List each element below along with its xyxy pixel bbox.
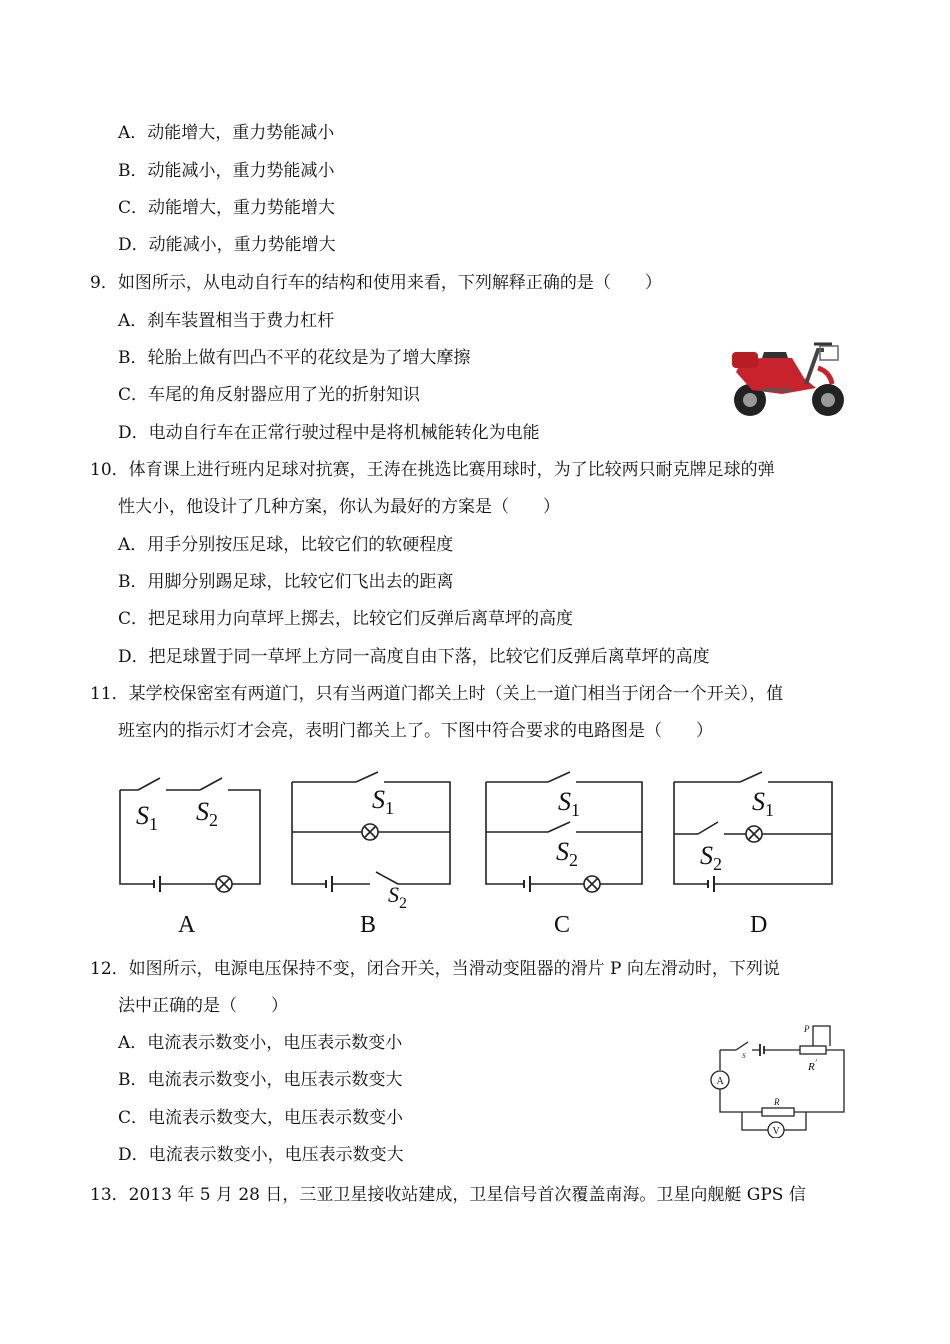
circuit-a	[120, 778, 260, 892]
b-s1-label: $S_1$	[372, 785, 394, 818]
q9-option-d: D．电动自行车在正常行驶过程中是将机械能转化为电能	[118, 423, 540, 443]
q8-option-d: D．动能减小，重力势能增大	[118, 235, 336, 255]
c-s1-label: $S_1$	[558, 787, 580, 820]
q10-option-b: B．用脚分别踢足球，比较它们飞出去的距离	[118, 572, 454, 592]
q10-stem-line1: 10．体育课上进行班内足球对抗赛，王涛在挑选比赛用球时，为了比较两只耐克牌足球的弹	[90, 460, 775, 480]
circuit-label-a: A	[178, 912, 196, 938]
circuit-label-d: D	[750, 912, 768, 938]
q13-stem-line1: 13．2013 年 5 月 28 日，三亚卫星接收站建成，卫星信号首次覆盖南海。卫星向舰艇 GPS 信	[90, 1185, 806, 1205]
q12-stem-line1: 12．如图所示，电源电压保持不变，闭合开关，当滑动变阻器的滑片 P 向左滑动时，下列说	[90, 959, 780, 979]
a-s2-label: $S_2$	[196, 797, 218, 830]
q12-stem-line2: 法中正确的是（ ）	[118, 996, 288, 1016]
resistor-icon	[762, 1108, 794, 1116]
q8-option-a: A．动能增大，重力势能减小	[118, 123, 335, 143]
circuit-label-c: C	[554, 912, 571, 938]
q12-option-b: B．电流表示数变小，电压表示数变大	[118, 1070, 403, 1090]
q9-option-c: C．车尾的角反射器应用了光的折射知识	[118, 385, 421, 405]
circuit-b	[292, 772, 450, 892]
q12-option-a: A．电流表示数变小，电压表示数变小	[118, 1033, 403, 1053]
d-s2-label: $S_2$	[700, 841, 722, 874]
slider-p-label: P	[804, 1024, 810, 1034]
resistor-r-label: R	[774, 1097, 780, 1107]
rheostat-r-label: R′	[808, 1058, 817, 1073]
q11-stem-line2: 班室内的指示灯才会亮，表明门都关上了。下图中符合要求的电路图是（ ）	[118, 721, 713, 741]
b-s2-label: $S_2$	[388, 882, 407, 912]
q9-option-a: A．刹车装置相当于费力杠杆	[118, 311, 335, 331]
q10-stem-line2: 性大小，他设计了几种方案，你认为最好的方案是（ ）	[118, 497, 560, 517]
q11-circuit-diagrams	[110, 760, 840, 940]
q10-option-d: D．把足球置于同一草坪上方同一高度自由下落，比较它们反弹后离草坪的高度	[118, 647, 710, 667]
q9-stem: 9．如图所示，从电动自行车的结构和使用来看，下列解释正确的是（ ）	[90, 273, 662, 293]
switch-s-label: S	[742, 1052, 746, 1060]
q10-option-a: A．用手分别按压足球，比较它们的软硬程度	[118, 535, 454, 555]
electric-bike-image	[722, 328, 854, 420]
rheostat-icon	[800, 1046, 826, 1054]
d-s1-label: $S_1$	[752, 787, 774, 820]
q8-option-c: C．动能增大，重力势能增大	[118, 198, 336, 218]
q9-option-b: B．轮胎上做有凹凸不平的花纹是为了增大摩擦	[118, 348, 471, 368]
q10-option-c: C．把足球用力向草坪上掷去，比较它们反弹后离草坪的高度	[118, 609, 574, 629]
c-s2-label: $S_2$	[556, 837, 578, 870]
q11-stem-line1: 11．某学校保密室有两道门，只有当两道门都关上时（关上一道门相当于闭合一个开关），值	[90, 684, 784, 704]
circuit-label-b: B	[360, 912, 377, 938]
a-s1-label: $S_1$	[136, 801, 158, 834]
voltmeter-label: V	[772, 1126, 780, 1137]
q12-option-c: C．电流表示数变大，电压表示数变小	[118, 1108, 404, 1128]
q12-option-d: D．电流表示数变小，电压表示数变大	[118, 1145, 404, 1165]
q12-circuit-diagram	[708, 1018, 852, 1138]
q8-option-b: B．动能减小，重力势能减小	[118, 161, 335, 181]
ammeter-label: A	[716, 1076, 724, 1087]
